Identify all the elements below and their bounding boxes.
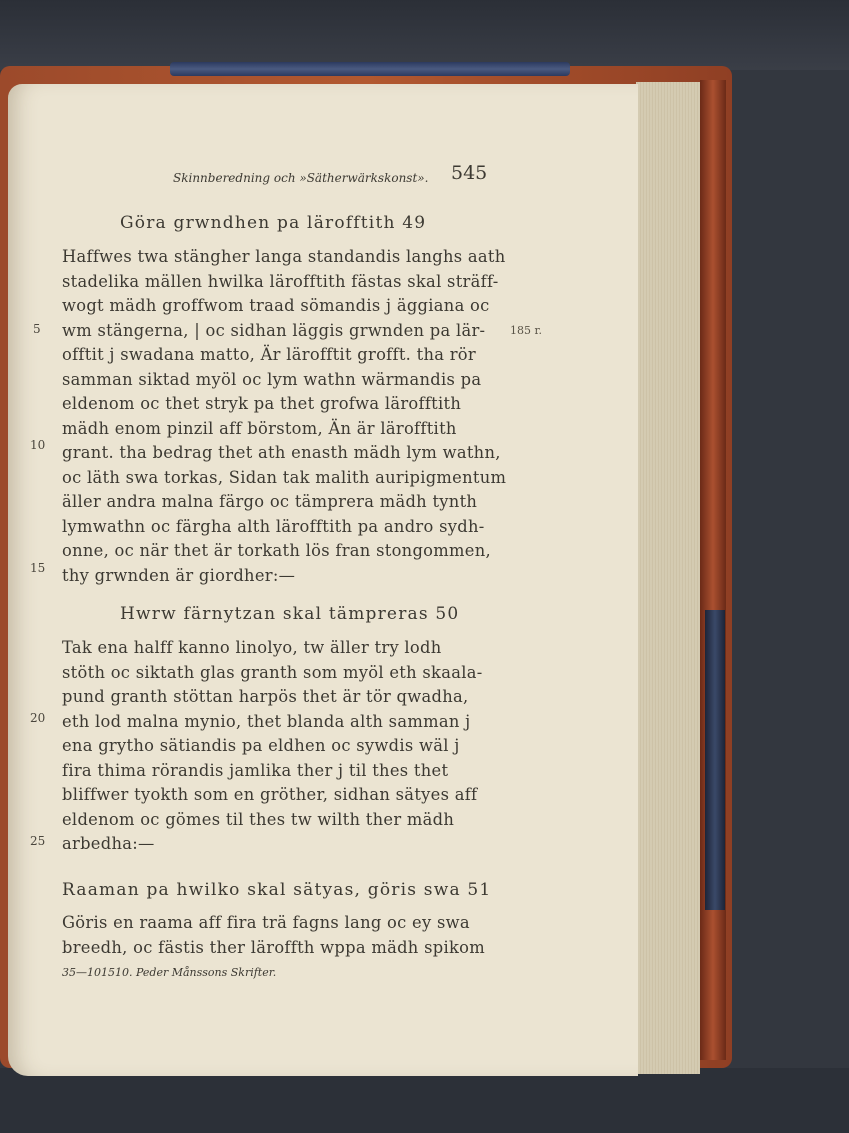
text-line: Haffwes twa stängher langa standandis langhs aath	[62, 247, 506, 266]
text-line: äller andra malna färgo oc tämprera mädh tynth	[62, 492, 478, 511]
text-line: grant. tha bedrag thet ath enasth mädh lym wathn,	[62, 443, 501, 462]
text-line: Tak ena halff kanno linolyo, tw äller try lodh	[62, 638, 442, 657]
line-number: 15	[30, 561, 46, 575]
line-number: 10	[30, 438, 46, 452]
text-line: samman siktad myöl oc lym wathn wärmandis pa	[62, 369, 482, 389]
text-line: bliffwer tyokth som en gröther, sidhan sätyes aff	[62, 785, 478, 804]
section-49-body	[62, 245, 506, 588]
text-line: stadelika mällen hwilka lärofftith fästas skal sträff-	[62, 271, 499, 291]
line-number: 5	[33, 322, 41, 336]
text-line: oc läth swa torkas, Sidan tak malith auripigmentum	[62, 467, 507, 487]
text-line: arbedha:—	[62, 834, 155, 853]
section-51-body	[62, 911, 485, 960]
text-line: onne, oc när thet är torkath lös fran stongommen,	[62, 541, 491, 560]
text-line: wogt mädh groffwom traad sömandis j äggiana oc	[62, 296, 490, 315]
text-line: mädh enom pinzil aff börstom, Än är lärofftith	[62, 418, 457, 438]
text-line: pund granth stöttan harpös thet är tör qwadha,	[62, 687, 469, 706]
spine-band	[170, 62, 570, 76]
text-line: lymwathn oc färgha alth lärofftith pa andro sydh-	[62, 516, 485, 536]
page-number: 545	[451, 162, 488, 184]
text-line: eldenom oc thet stryk pa thet grofwa lärofftith	[62, 394, 462, 413]
section-title-49: Göra grwndhen pa lärofftith 49	[120, 213, 427, 233]
text-line: wm stängerna, | oc sidhan läggis grwnden pa lär-	[62, 320, 486, 340]
text-line: offtit j swadana matto, Är lärofftit grofft. tha rör	[62, 345, 476, 364]
text-line: eldenom oc gömes til thes tw wilth ther mädh	[62, 809, 455, 829]
text-line: Göris en raama aff fira trä fagns lang oc ey swa	[62, 913, 470, 932]
section-50-body	[62, 636, 483, 857]
text-line: breedh, oc fästis ther läroffth wppa mädh spikom	[62, 937, 485, 957]
margin-note: 185 r.	[510, 324, 543, 337]
line-number: 20	[30, 711, 46, 725]
text-line: thy grwnden är giordher:—	[62, 565, 296, 585]
spine-edge	[705, 610, 725, 910]
photo-backdrop-top	[0, 0, 849, 70]
running-title: Skinnberedning och »Sätherwärkskonst».	[173, 171, 429, 185]
page-footer: 35—101510. Peder Månssons Skrifter.	[62, 966, 277, 979]
photo-backdrop-bottom	[0, 1068, 849, 1133]
line-number: 25	[30, 834, 46, 848]
cover-edge	[700, 80, 726, 1060]
page-stack-edges	[636, 82, 700, 1074]
section-title-50: Hwrw färnytzan skal tämpreras 50	[120, 604, 460, 624]
text-line: ena grytho sätiandis pa eldhen oc sywdis wäl j	[62, 736, 460, 755]
text-line: stöth oc siktath glas granth som myöl eth skaala-	[62, 662, 483, 682]
section-title-51: Raaman pa hwilko skal sätyas, göris swa 51	[62, 880, 492, 900]
text-line: eth lod malna mynio, thet blanda alth samman j	[62, 711, 471, 731]
text-line: fira thima rörandis jamlika ther j til thes thet	[62, 760, 449, 780]
